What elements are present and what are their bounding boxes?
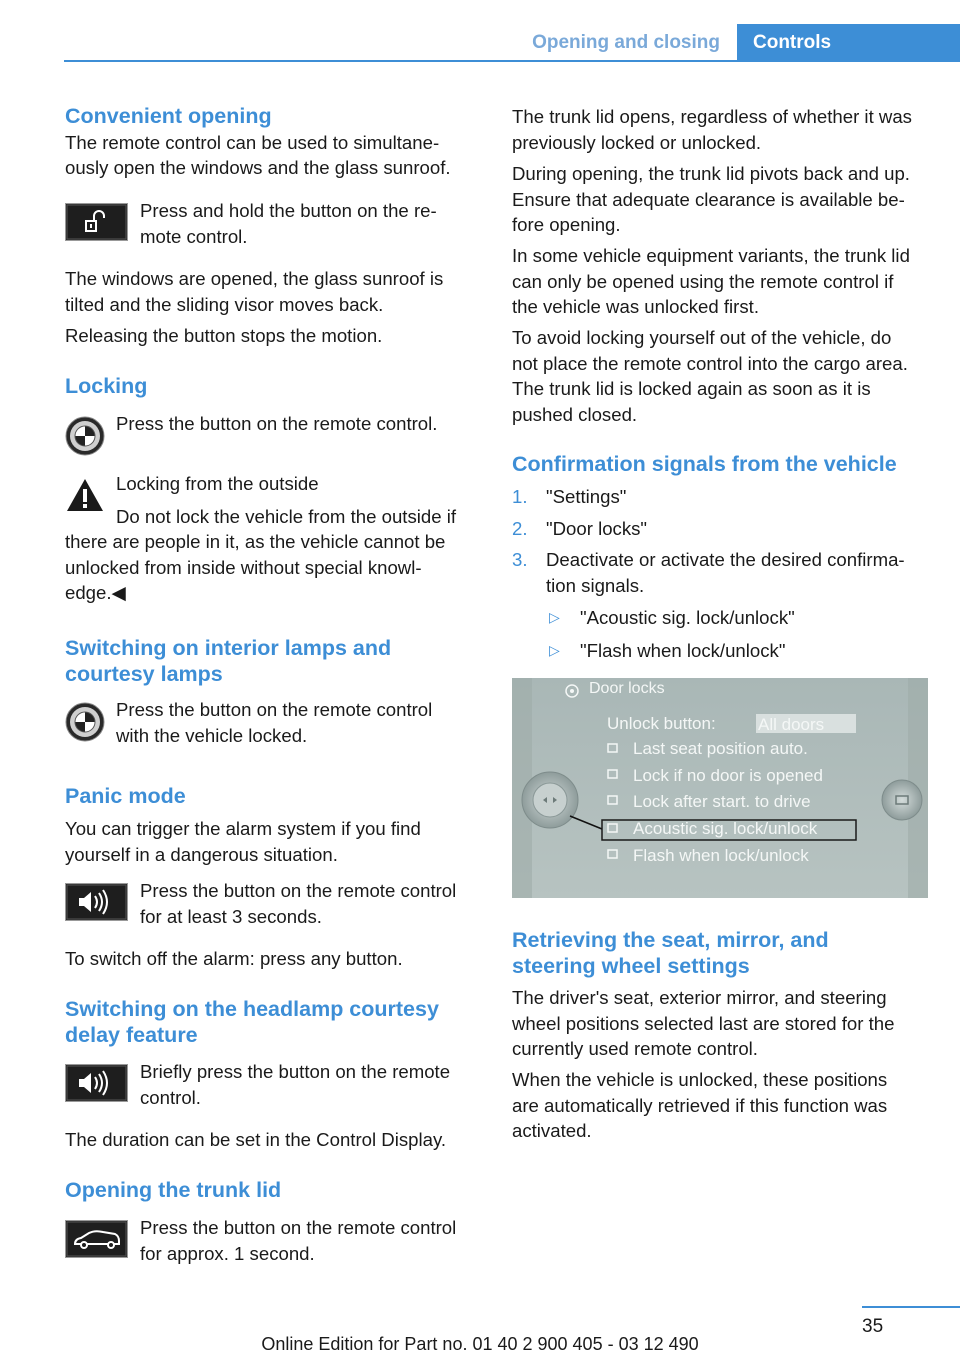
left-column: [65, 104, 485, 181]
convenient-icon-text: [140, 198, 480, 249]
locking-icon-text: Press the button on the remote control.: [116, 413, 438, 434]
heading-panic-mode: Panic mode: [65, 784, 186, 808]
warning-rest: [65, 529, 490, 606]
trunk-paragraph-1: [512, 104, 937, 155]
panic-icon-text-line2: for at least 3 seconds.: [140, 905, 322, 927]
panic-sound-icon: [65, 883, 128, 926]
retrieve-p1-line3: currently used remote control.: [512, 1038, 758, 1059]
trunk-p2-line3: fore opening.: [512, 214, 621, 235]
trunk-p3-line2: can only be opened using the remote control if: [512, 270, 894, 292]
headlamp-icon-text: [140, 1059, 485, 1110]
trunk-p3-line1: In some vehicle equipment variants, the trunk lid: [512, 245, 910, 266]
panic-icon-text-line1: Press the button on the remote control: [140, 880, 457, 901]
screen-option-selected: Acoustic sig. lock/unlock: [633, 819, 818, 838]
interior-icon-text-line1: Press the button on the remote control: [116, 699, 433, 720]
convenient-result-line2: tilted and the sliding visor moves back.: [65, 293, 384, 315]
heading-locking: Locking: [65, 374, 148, 398]
convenient-icon-text-line1: Press and hold the button on the re-: [140, 200, 437, 221]
retrieve-p1-line2: wheel positions selected last are stored for the: [512, 1012, 895, 1034]
panic-off: To switch off the alarm: press any button.: [65, 948, 403, 969]
heading-opening-trunk-lid: Opening the trunk lid: [65, 1178, 282, 1202]
step-item: [512, 547, 937, 598]
panic-intro-line1: You can trigger the alarm system if you find: [65, 818, 421, 839]
bmw-roundel-icon: [65, 416, 105, 461]
bullet-marker: ▷: [549, 609, 560, 625]
headlamp-icon-text-line1: Briefly press the button on the remote: [140, 1061, 451, 1082]
trunk-p1-line1: The trunk lid opens, regardless of whether it was: [512, 106, 912, 127]
screen-option: Lock if no door is opened: [633, 766, 823, 785]
trunk-icon-text-line2: for approx. 1 second.: [140, 1242, 315, 1264]
retrieve-p2-line2: are automatically retrieved if this function was: [512, 1094, 888, 1116]
heading-headlamp-courtesy-line2: delay feature: [65, 1022, 198, 1047]
bullet-text: "Flash when lock/unlock": [580, 639, 786, 661]
bullet-marker: ▷: [549, 641, 560, 658]
warning-line2: there are people in it, as the vehicle cannot be: [65, 531, 446, 552]
warning-line3: unlocked from inside without special knowl-: [65, 556, 422, 578]
trunk-car-icon: [65, 1220, 128, 1263]
retrieve-p2-line3: activated.: [512, 1120, 592, 1141]
headlamp-icon-text-line2: control.: [140, 1086, 201, 1108]
retrieve-paragraph-2: [512, 1067, 937, 1144]
trunk-p4-line3: The trunk lid is locked again as soon as it is: [512, 378, 871, 399]
trunk-paragraph-4: [512, 325, 937, 427]
convenient-icon-text-line2: mote control.: [140, 225, 248, 247]
heading-retrieving-settings: [512, 928, 937, 979]
warning-line4: edge.◀: [65, 582, 126, 603]
trunk-p4-line4: pushed closed.: [512, 403, 638, 425]
panic-icon-text: [140, 878, 485, 929]
trunk-paragraph-3: [512, 243, 937, 320]
page-number: 35: [862, 1316, 884, 1337]
bullet-item: [512, 605, 937, 631]
screen-option: Flash when lock/unlock: [633, 846, 809, 865]
bmw-roundel-icon: [65, 702, 105, 747]
warning-icon: [65, 476, 105, 519]
interior-icon-text-line2: with the vehicle locked.: [116, 724, 308, 746]
trunk-p2-line1: During opening, the trunk lid pivots back and up.: [512, 163, 910, 184]
trunk-p2-line2: Ensure that adequate clearance is available be-: [512, 188, 905, 210]
screen-title: Door locks: [589, 680, 665, 697]
step-item: [512, 484, 937, 510]
control-display-screenshot: [512, 678, 928, 898]
step-number: 2.: [512, 517, 528, 539]
step-item: [512, 516, 937, 542]
screen-option: Last seat position auto.: [633, 739, 808, 758]
page-number-rule: [862, 1306, 960, 1308]
interior-icon-text: [116, 697, 486, 748]
unlock-button-icon: [65, 203, 128, 246]
convenient-release: Releasing the button stops the motion.: [65, 325, 383, 346]
screen-unlock-label: Unlock button:: [607, 714, 716, 733]
step-text-line2: tion signals.: [546, 574, 645, 596]
heading-headlamp-courtesy: [65, 997, 485, 1048]
trunk-p3-line3: the vehicle was unlocked first.: [512, 296, 760, 317]
retrieve-paragraph-1: [512, 985, 937, 1062]
warning-title: Locking from the outside: [116, 473, 319, 494]
confirmation-steps: [512, 484, 937, 663]
heading-retrieving-line1: Retrieving the seat, mirror, and: [512, 928, 829, 952]
trunk-icon-text-line1: Press the button on the remote control: [140, 1217, 457, 1238]
heading-headlamp-courtesy-line1: Switching on the headlamp courtesy: [65, 997, 439, 1021]
panic-sound-icon: [65, 1064, 128, 1107]
retrieve-p1-line1: The driver's seat, exterior mirror, and steering: [512, 987, 887, 1008]
step-text-line1: Deactivate or activate the desired confirma-: [546, 549, 905, 570]
trunk-paragraph-2: [512, 161, 937, 238]
heading-interior-lamps-line1: Switching on interior lamps and: [65, 636, 392, 660]
panic-intro-line2: yourself in a dangerous situation.: [65, 843, 338, 865]
screen-option: Lock after start. to drive: [633, 792, 811, 811]
heading-interior-lamps: [65, 636, 485, 687]
convenient-result-line1: The windows are opened, the glass sunroof is: [65, 268, 444, 289]
chapter-tab: Controls: [737, 24, 960, 62]
step-number: 3.: [512, 549, 528, 570]
panic-intro: [65, 816, 485, 867]
trunk-p1-line2: previously locked or unlocked.: [512, 131, 762, 153]
step-text: "Door locks": [546, 517, 648, 539]
heading-interior-lamps-line2: courtesy lamps: [65, 661, 223, 686]
trunk-p4-line1: To avoid locking yourself out of the vehicle, do: [512, 327, 892, 348]
step-number: 1.: [512, 486, 528, 507]
step-text: "Settings": [546, 486, 627, 507]
bullet-item: [512, 638, 937, 664]
heading-retrieving-line2: steering wheel settings: [512, 953, 750, 978]
header-rule: [64, 60, 960, 62]
headlamp-duration: The duration can be set in the Control Display.: [65, 1129, 447, 1150]
convenient-intro-line1: The remote control can be used to simultane-: [65, 131, 440, 153]
section-title: Opening and closing: [532, 32, 720, 53]
trunk-p4-line2: not place the remote control into the cargo area.: [512, 352, 908, 374]
footer-edition: Online Edition for Part no. 01 40 2 900 405 - 03 12 490: [261, 1334, 699, 1354]
convenient-result: [65, 266, 485, 317]
heading-convenient-opening: Convenient opening: [65, 104, 272, 128]
screen-unlock-value: All doors: [758, 715, 825, 734]
retrieve-p2-line1: When the vehicle is unlocked, these positions: [512, 1069, 888, 1090]
heading-confirmation-signals: Confirmation signals from the vehicle: [512, 452, 897, 476]
warning-line1: Do not lock the vehicle from the outside if: [116, 506, 457, 527]
trunk-icon-text: [140, 1215, 485, 1266]
bullet-text: "Acoustic sig. lock/unlock": [580, 607, 795, 628]
convenient-intro-line2: ously open the windows and the glass sunroof.: [65, 157, 451, 178]
